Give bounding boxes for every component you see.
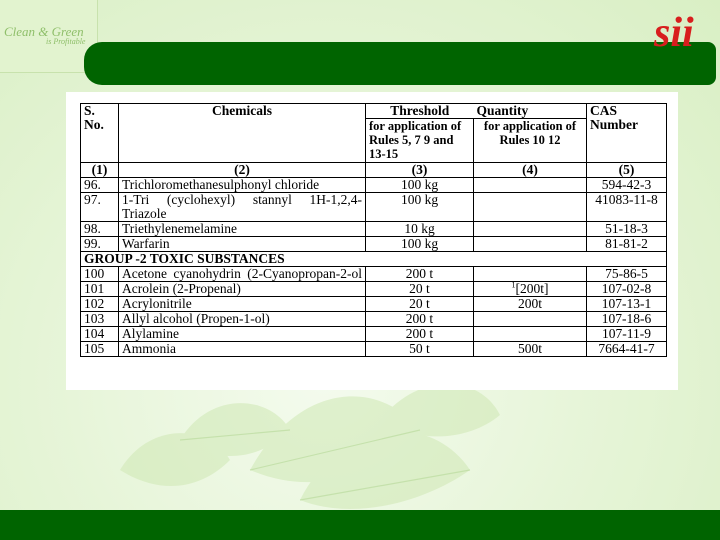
row-cas: 107-13-1 — [587, 297, 667, 312]
chemicals-table — [80, 103, 667, 357]
table-row — [81, 327, 667, 342]
row-chemical: Acrolein (2-Propenal) — [119, 282, 366, 297]
row-quantity — [474, 267, 587, 282]
row-quantity: 500t — [474, 342, 587, 357]
row-threshold: 200 t — [366, 327, 474, 342]
column-number-row — [81, 163, 667, 178]
header-chemicals: Chemicals — [119, 104, 366, 163]
table-row — [81, 297, 667, 312]
row-threshold: 10 kg — [366, 222, 474, 237]
row-threshold: 20 t — [366, 282, 474, 297]
header-quantity: Quantity — [474, 104, 587, 119]
logo-tagline: is Profitable — [46, 37, 86, 46]
row-quantity: 200t — [474, 297, 587, 312]
col-number: (3) — [366, 163, 474, 178]
row-cas: 107-02-8 — [587, 282, 667, 297]
header-threshold: Threshold — [366, 104, 474, 119]
row-quantity — [474, 282, 587, 297]
row-chemical: Trichloromethanesulphonyl chloride — [119, 178, 366, 193]
row-cas: 7664-41-7 — [587, 342, 667, 357]
row-quantity — [474, 222, 587, 237]
table-header-row — [81, 104, 667, 119]
row-chemical: Allyl alcohol (Propen-1-ol) — [119, 312, 366, 327]
row-cas: 75-86-5 — [587, 267, 667, 282]
row-cas: 107-18-6 — [587, 312, 667, 327]
row-sno: 104 — [81, 327, 119, 342]
table-row — [81, 342, 667, 357]
row-sno: 101 — [81, 282, 119, 297]
row-threshold: 50 t — [366, 342, 474, 357]
row-quantity — [474, 312, 587, 327]
col-number: (1) — [81, 163, 119, 178]
brand-logo-icon — [652, 6, 712, 58]
row-threshold: 200 t — [366, 312, 474, 327]
group-heading: GROUP -2 TOXIC SUBSTANCES — [81, 252, 667, 267]
row-chemical: 1-Tri (cyclohexyl) stannyl 1H-1,2,4-Triazole — [119, 193, 366, 222]
row-threshold: 100 kg — [366, 193, 474, 222]
row-threshold: 100 kg — [366, 237, 474, 252]
table-row — [81, 237, 667, 252]
row-chemical: Alylamine — [119, 327, 366, 342]
col-number: (2) — [119, 163, 366, 178]
table-row — [81, 282, 667, 297]
title-bar — [84, 42, 716, 85]
row-threshold: 200 t — [366, 267, 474, 282]
table-row — [81, 312, 667, 327]
row-chemical: Acetone cyanohydrin (2-Cyanopropan-2-ol — [119, 267, 366, 282]
col-number: (5) — [587, 163, 667, 178]
group-heading-row — [81, 252, 667, 267]
row-quantity — [474, 193, 587, 222]
row-chemical: Ammonia — [119, 342, 366, 357]
document-panel — [66, 92, 678, 390]
row-quantity-value: [200t] — [515, 281, 549, 296]
row-sno: 97. — [81, 193, 119, 222]
row-threshold: 100 kg — [366, 178, 474, 193]
footer-bar — [0, 510, 720, 540]
row-sno: 100 — [81, 267, 119, 282]
row-cas: 41083-11-8 — [587, 193, 667, 222]
row-chemical: Triethylenemelamine — [119, 222, 366, 237]
row-cas: 594-42-3 — [587, 178, 667, 193]
row-sno: 99. — [81, 237, 119, 252]
logo-text: Clean & Green — [4, 24, 84, 39]
row-cas: 81-81-2 — [587, 237, 667, 252]
row-cas: 107-11-9 — [587, 327, 667, 342]
header-quantity-sub: for application of Rules 10 12 — [474, 119, 587, 163]
header-cas: CAS Number — [587, 104, 667, 163]
table-row — [81, 193, 667, 222]
row-threshold: 20 t — [366, 297, 474, 312]
header-threshold-sub: for application of Rules 5, 7 9 and 13-15 — [366, 119, 474, 163]
row-quantity — [474, 178, 587, 193]
footnote-marker: 1 — [511, 281, 516, 290]
row-sno: 102 — [81, 297, 119, 312]
table-row — [81, 267, 667, 282]
row-chemical: Acrylonitrile — [119, 297, 366, 312]
row-quantity — [474, 327, 587, 342]
table-row — [81, 178, 667, 193]
table-row — [81, 222, 667, 237]
row-sno: 103 — [81, 312, 119, 327]
row-cas: 51-18-3 — [587, 222, 667, 237]
header-sno: S. No. — [81, 104, 119, 163]
row-chemical: Warfarin — [119, 237, 366, 252]
row-sno: 98. — [81, 222, 119, 237]
row-quantity — [474, 237, 587, 252]
col-number: (4) — [474, 163, 587, 178]
brand-logo-text: sii — [654, 10, 694, 56]
row-sno: 96. — [81, 178, 119, 193]
row-sno: 105 — [81, 342, 119, 357]
